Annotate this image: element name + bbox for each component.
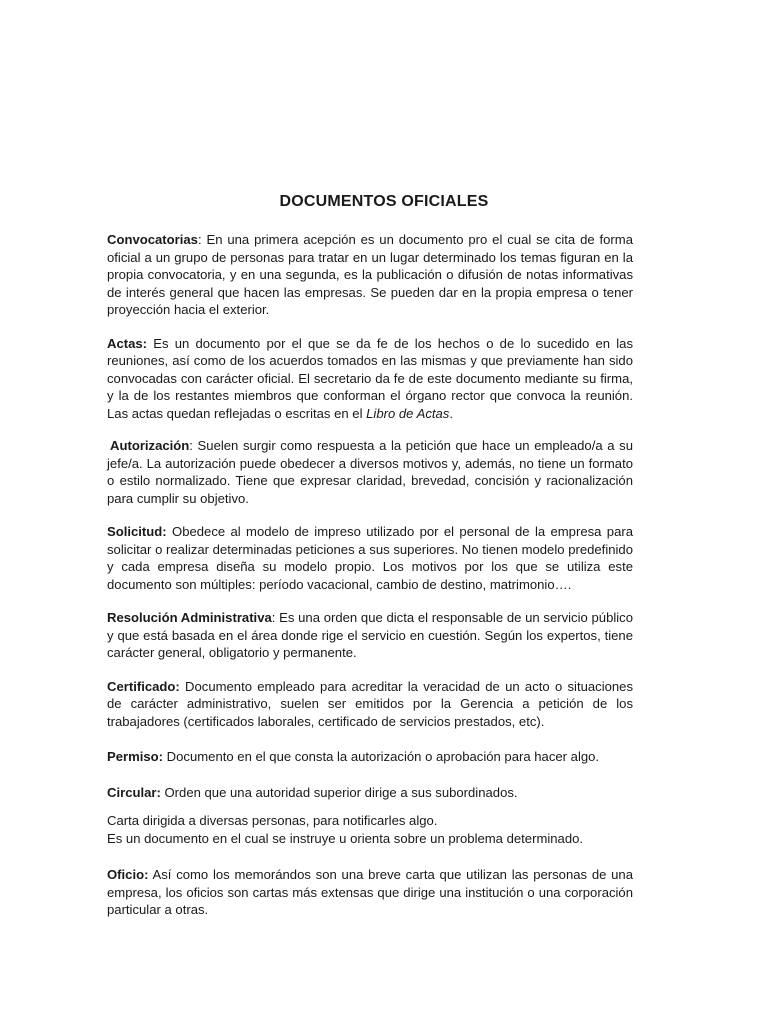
term-permiso: Permiso: <box>107 749 164 764</box>
definition-resolucion-administrativa: Es una orden que dicta el responsable de un servicio público y que está basada en el área donde rige el servicio en cuestión. Según los expertos, tiene carácter general, obligatorio y permanente. <box>107 610 633 660</box>
paragraph-autorizacion <box>107 437 633 507</box>
definition-convocatorias: En una primera acepción es un documento pro el cual se cita de forma oficial a un grupo de personas para tratar en un lugar determinado los temas figuran en la propia convocatoria, y en una segunda, es la publicación o difusión de notas informativas de interés general que hacen las empresas. Se pueden dar en la propia empresa o tener proyección hacia el exterior. <box>107 232 633 317</box>
term-separator: : <box>197 232 202 247</box>
paragraph-permiso <box>107 748 633 766</box>
definition-oficio: Así como los memorándos son una breve carta que utilizan las personas de una empresa, los oficios son cartas más extensas que dirige una institución o una corporación particular a otras. <box>107 867 633 917</box>
paragraph-circular-carta: Carta dirigida a diversas personas, para notificarles algo. <box>107 813 438 828</box>
term-separator: : <box>189 438 193 453</box>
term-resolucion-administrativa: Resolución Administrativa <box>107 610 272 625</box>
definition-certificado: Documento empleado para acreditar la veracidad de un acto o situaciones de carácter administrativo, suelen ser emitidos por la Gerencia a petición de los trabajadores (certificados laborales, certificado de servicios prestados, etc). <box>107 678 633 729</box>
definition-circular: Orden que una autoridad superior dirige a sus subordinados. <box>160 784 518 800</box>
term-certificado: Certificado: <box>107 678 180 694</box>
definition-permiso: Documento en el que consta la autorización o aprobación para hacer algo. <box>163 749 600 764</box>
term-autorizacion: Autorización <box>110 438 190 453</box>
paragraph-solicitud <box>107 523 633 593</box>
definition-autorizacion: Suelen surgir como respuesta a la petición que hace un empleado/a a su jefe/a. La autorización puede obedecer a diversos motivos y, además, no tiene un formato o estilo normalizado. Tiene que expresar claridad, brevedad, concisión y racionalización para cumplir su objetivo. <box>107 438 633 506</box>
definition-actas: Es un documento por el que se da fe de los hechos o de lo sucedido en las reuniones, así como de los acuerdos tomados en las mismas y que previamente han sido convocadas con carácter oficial. El secretario da fe de este documento mediante su firma, y la de los restantes miembros que conforman el órgano rector que convoca la reunión. Las actas quedan reflejadas o escritas en el <box>107 335 633 421</box>
term-solicitud: Solicitud: <box>107 524 167 539</box>
term-circular: Circular: <box>107 784 161 800</box>
document-body <box>107 231 633 919</box>
paragraph-convocatorias <box>107 231 633 319</box>
paragraph-actas <box>107 335 633 423</box>
term-separator: : <box>271 610 276 625</box>
definition-actas-end: . <box>449 405 453 421</box>
paragraph-circular <box>107 784 633 802</box>
paragraph-circular-instruye: Es un documento en el cual se instruye u orienta sobre un problema determinado. <box>107 830 584 846</box>
term-actas: Actas: <box>107 335 148 351</box>
term-oficio: Oficio: <box>107 867 149 882</box>
libro-de-actas-reference: Libro de Actas <box>366 405 450 421</box>
term-convocatorias: Convocatorias <box>107 232 198 247</box>
paragraph-resolucion-administrativa <box>107 609 633 662</box>
paragraph-oficio <box>107 866 633 919</box>
definition-solicitud: Obedece al modelo de impreso utilizado por el personal de la empresa para solicitar o realizar determinadas peticiones a sus superiores. No tienen modelo predefinido y cada empresa diseña su modelo propio. Los motivos por los que se utiliza este documento son múltiples: período vacacional, cambio de destino, matrimonio…. <box>107 524 633 592</box>
document-title: DOCUMENTOS OFICIALES <box>279 193 489 210</box>
paragraph-certificado <box>107 678 633 731</box>
